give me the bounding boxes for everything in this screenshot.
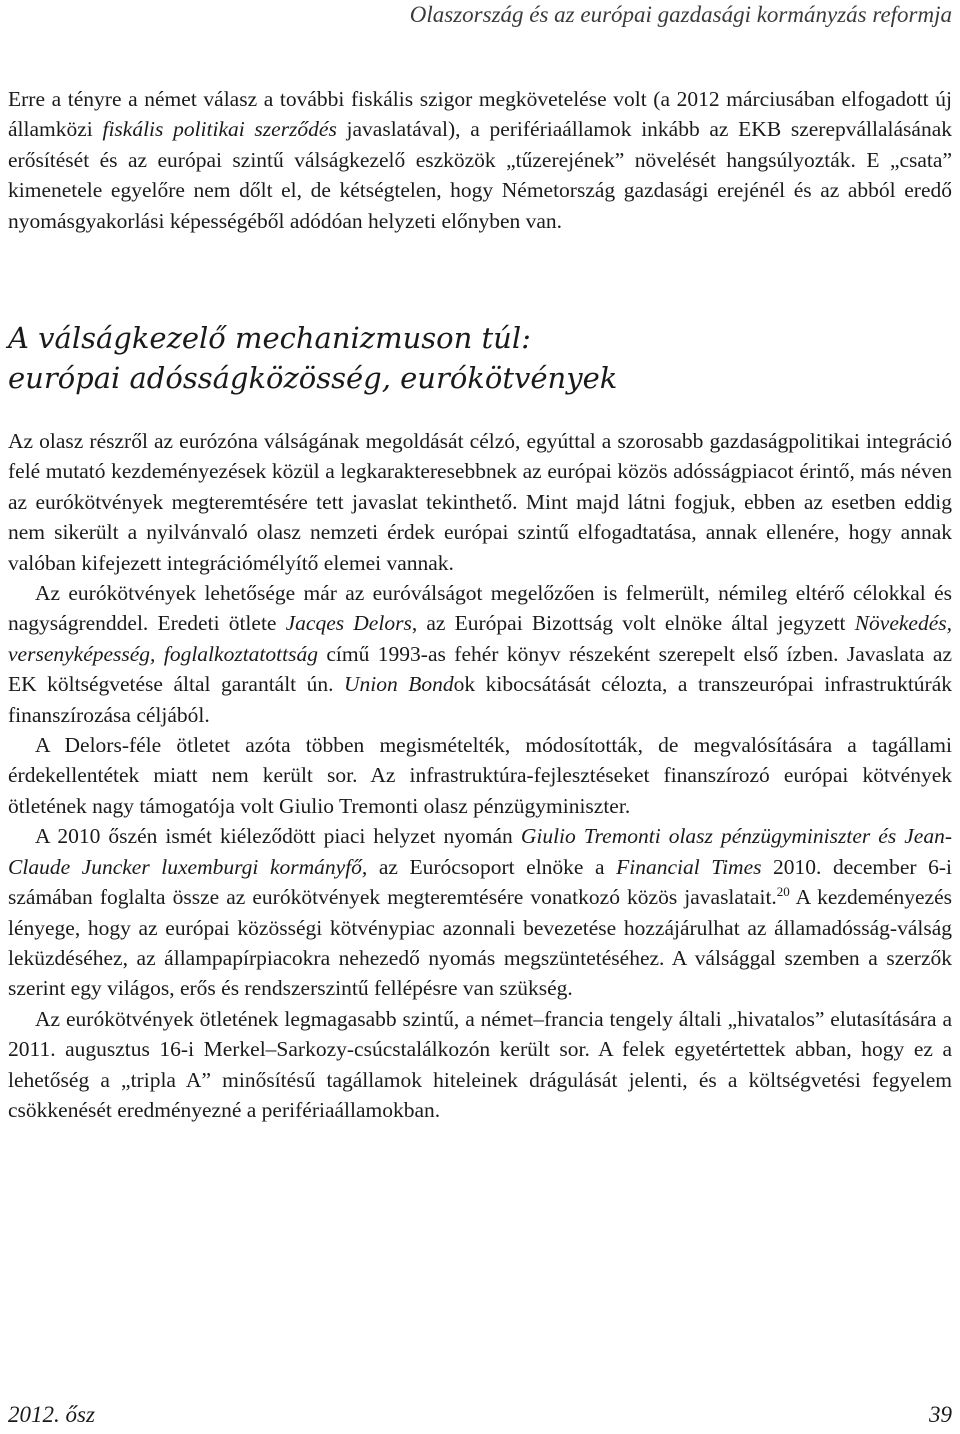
paragraph: Erre a tényre a német válasz a további fiskális szigor megkövetelése volt (a 2012 márciusában elfogadott új államközi fiskális politikai szerződés javaslatával), a perifériaállamok inkább az EKB szerepvállalásának erősítését és az európai szintű válságkezelő eszközök „tűzerejének” növelését hangsúlyozták. E „csata” kimenetele egyelőre nem dőlt el, de kétségtelen, hogy Németország gazdasági erejénél és az abból eredő nyomásgyakorlási képességéből adódóan helyzeti előnyben van.: [8, 87, 953, 233]
paragraph: Az eurókötvények lehetősége már az euróválságot megelőzően is felmerült, némileg eltérő célokkal és nagyságrenddel. Eredeti ötlete Jacqes Delors, az Európai Bizottság volt elnöke által jegyzett Növekedés, versenyképesség, foglalkoztatottság című 1993-as fehér könyv részeként szerepelt első ízben. Javaslata az EK költségvetése által garantált ún. Union Bondok kibocsátását célozta, a transzeurópai infrastruktúrák finanszírozása céljából.: [8, 581, 952, 727]
paragraph: A Delors-féle ötletet azóta többen megismételték, módosították, de megvalósítására a tagállami érdekellentétek miatt nem került sor. Az infrastruktúra-fejlesztéseket finanszírozó európai kötvények ötletének nagy támogatója volt Giulio Tremonti olasz pénzügyminiszter.: [8, 733, 952, 818]
emphasis: Financial Times: [616, 854, 762, 879]
emphasis: fiskális politikai szerződés: [102, 117, 337, 142]
emphasis: Növekedés, versenyképesség, foglalkoztatottság: [8, 611, 952, 666]
emphasis: Union Bond: [344, 672, 454, 697]
paragraph: A 2010 őszén ismét kiéleződött piaci helyzet nyomán Giulio Tremonti olasz pénzügyminiszter és Jean-Claude Juncker luxemburgi kormányfő, az Eurócsoport elnöke a Financial Times 2010. december 6-i számában foglalta össze az eurókötvények megteremtésére vonatkozó közös javaslatait.$^{20}$ A kezdeményezés lényege, hogy az európai közösségi kötvénypiac azonnali bevezetése hozzájárulhat az államadósság-válság leküzdéséhez, az állampapírpiacokra nehezedő nyomás megszüntetéséhez. A válsággal szemben a szerzők szerint egy világos, erős és rendszerszintű fellépésre van szükség.: [8, 824, 952, 1001]
running-head: Olaszország és az európai gazdasági kormányzás reformja: [409, 2, 952, 27]
section-heading-line-2: európai adósságközösség, eurókötvények: [8, 361, 618, 395]
intro-text: [8, 84, 952, 236]
paragraph: Az eurókötvények ötletének legmagasabb szintű, a német–francia tengely általi „hivatalos” elutasítására a 2011. augusztus 16-i Merkel–Sarkozy-csúcstalálkozón került sor. A felek egyetértettek abban, hogy ez a lehetőség a „tripla A” minősítésű tagállamok hiteleinek drágulását jelenti, és a költségvetési fegyelem csökkenését eredményezné a perifériaállamokban.: [8, 1006, 952, 1122]
page-number: 39: [929, 1402, 952, 1427]
emphasis: Giulio Tremonti olasz pénzügyminiszter és Jean-Claude Juncker luxemburgi kormányfő,: [8, 824, 952, 879]
emphasis: Jacqes Delors: [285, 611, 412, 636]
main-text: [8, 426, 952, 1125]
section-heading: [8, 318, 952, 398]
footnote-reference[interactable]: 20: [776, 883, 790, 899]
issue-label: 2012. ősz: [8, 1402, 95, 1427]
section-heading-line-1: A válságkezelő mechanizmuson túl:: [8, 321, 531, 355]
paragraph: Az olasz részről az eurózóna válságának megoldását célzó, egyúttal a szorosabb gazdaságpolitikai integráció felé mutató kezdeményezések közül a legkarakteresebbnek az európai közös adósságpiacot érintő, más néven az eurókötvények megteremtésére tett javaslat tekinthető. Mint majd látni fogjuk, ebben az esetben eddig nem sikerült a nyilvánvaló olasz nemzeti érdek európai szintű elfogadtatása, annak ellenére, hogy annak valóban kifejezett integrációmélyítő elemei vannak.: [8, 429, 952, 575]
